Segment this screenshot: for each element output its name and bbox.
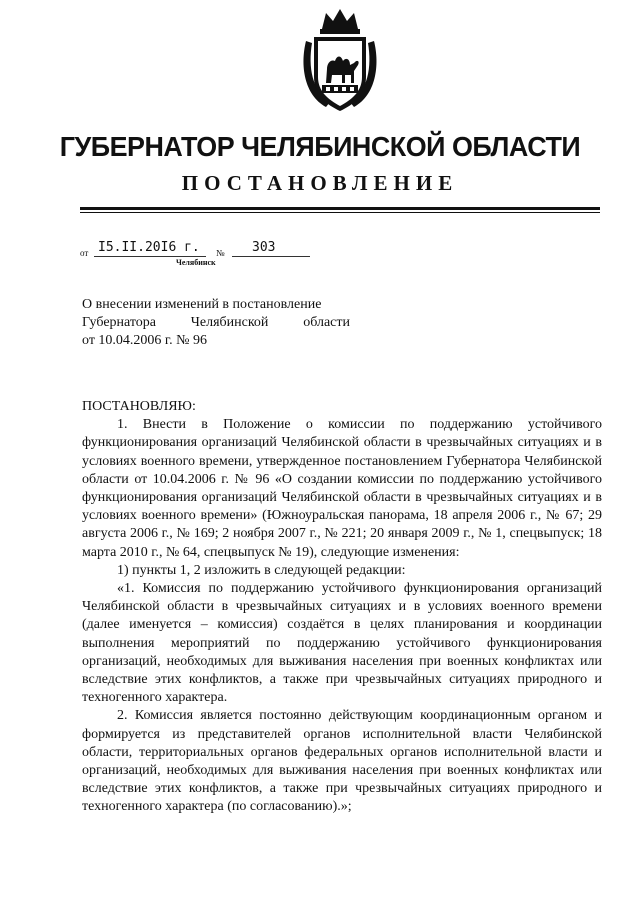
- paragraph: 2. Комиссия является постоянно действующим координационным органом и формируется из представителей органов исполнительной власти Челябинской области, территориальных органов федеральных органов исполнительной власти и организаций, необходимых для выживания населения при военных конфликтах или вследствие этих конфликтов, а также при чрезвычайных ситуациях природного и техногенного характера (по согласованию).»;: [82, 708, 602, 815]
- number-label: №: [216, 248, 225, 258]
- city-name: Челябинск: [176, 258, 216, 267]
- subject-line: от 10.04.2006 г. № 96: [82, 333, 207, 348]
- document-subject: [82, 296, 350, 350]
- subject-line: Губернатора Челябинской области: [82, 315, 350, 330]
- subject-line: О внесении изменений в постановление: [82, 297, 322, 312]
- paragraph: 1) пункты 1, 2 изложить в следующей редакции:: [117, 562, 406, 578]
- document-number: 303: [252, 240, 276, 255]
- document-date: I5.II.20I6 г.: [98, 240, 200, 255]
- header-rule-thin: [80, 212, 600, 213]
- document-type: ПОСТАНОВЛЕНИЕ: [181, 171, 459, 195]
- number-underline: [232, 256, 310, 257]
- coat-of-arms-icon: [296, 7, 384, 115]
- paragraph: «1. Комиссия по поддержанию устойчивого функционирования организаций Челябинской области в чрезвычайных ситуациях и в условиях военного времени (далее именуется – комиссия) создаётся в целях планирования и координации выполнения мероприятий по поддержанию устойчивого функционирования организаций, необходимых для выживания населения при военных конфликтах или вследствие этих конфликтов, а также при чрезвычайных ситуациях природного и техногенного характера.: [82, 581, 602, 706]
- paragraph: 1. Внести в Положение о комиссии по поддержанию устойчивого функционирования организаций Челябинской области в чрезвычайных ситуациях и в условиях военного времени, утвержденное постановлением Губернатора Челябинской области от 10.04.2006 г. № 96 «О создании комиссии по поддержанию устойчивого функционирования организаций Челябинской области в чрезвычайных ситуациях и в условиях военного времени» (Южноуральская панорама, 18 апреля 2006 г., № 67; 29 августа 2006 г., № 169; 2 ноября 2007 г., № 221; 20 января 2009 г., № 1, спецвыпуск; 18 марта 2010 г., № 64, спецвыпуск № 19), следующие изменения:: [82, 417, 602, 560]
- authority-title: ГУБЕРНАТОР ЧЕЛЯБИНСКОЙ ОБЛАСТИ: [59, 131, 581, 162]
- resolve-heading: ПОСТАНОВЛЯЮ:: [82, 399, 196, 414]
- header-rule-thick: [80, 207, 600, 210]
- date-underline: [94, 256, 206, 257]
- document-body: [82, 398, 602, 817]
- date-label: от: [80, 248, 89, 258]
